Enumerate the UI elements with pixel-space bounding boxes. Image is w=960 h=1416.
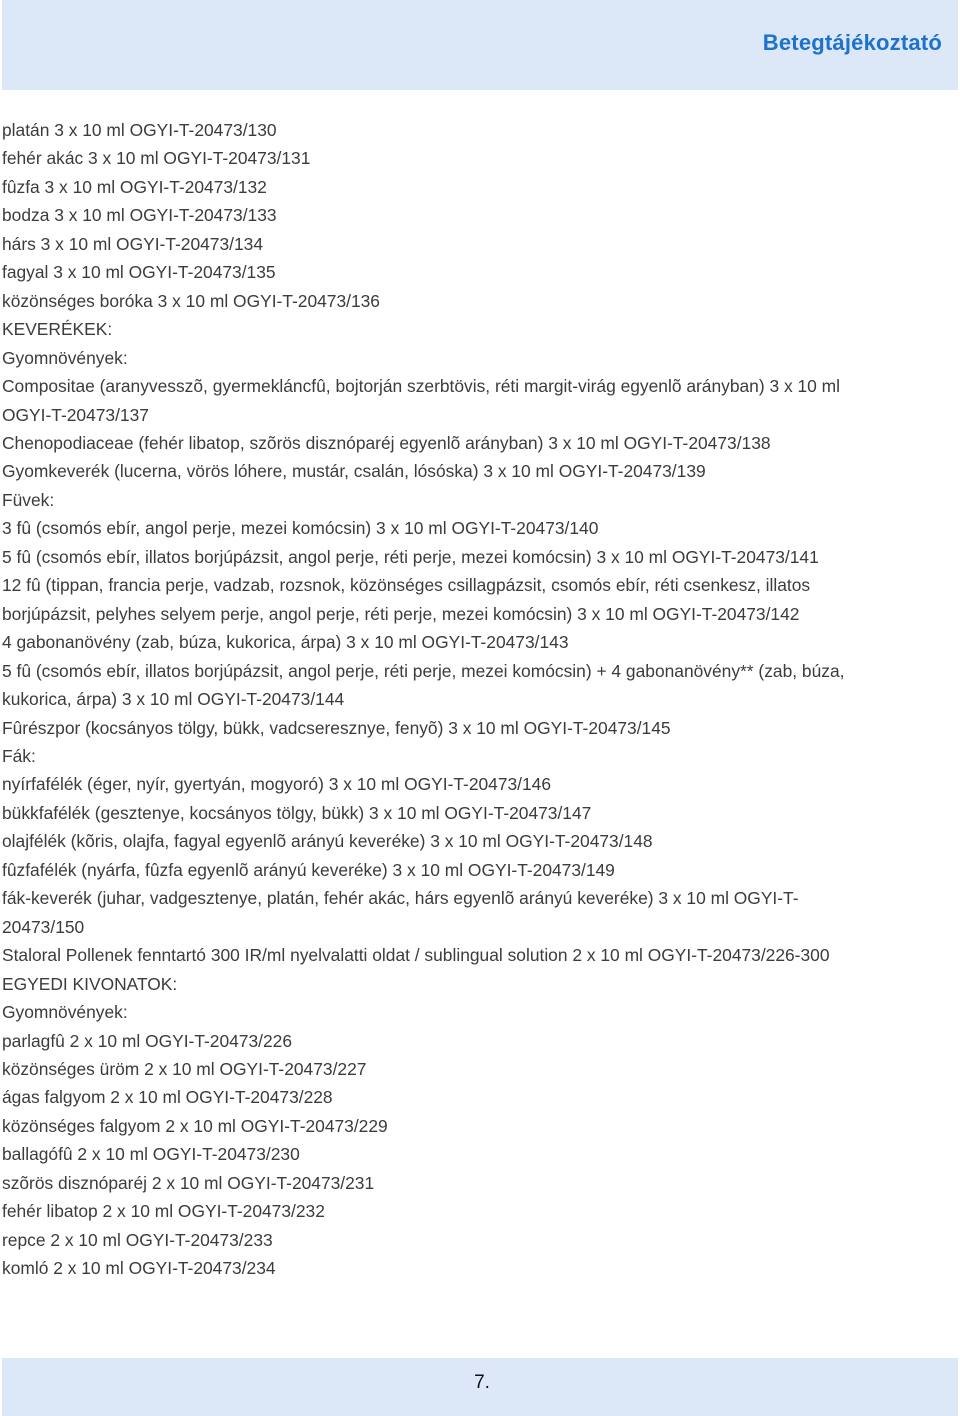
- text-line: Chenopodiaceae (fehér libatop, szõrös disznóparéj egyenlõ arányban) 3 x 10 ml OGYI-T-20473/138: [2, 432, 771, 453]
- text-line: Gyomkeverék (lucerna, vörös lóhere, mustár, csalán, lósóska) 3 x 10 ml OGYI-T-20473/139: [2, 461, 706, 482]
- text-line: hárs 3 x 10 ml OGYI-T-20473/134: [2, 233, 263, 254]
- text-line: komló 2 x 10 ml OGYI-T-20473/234: [2, 1258, 276, 1279]
- text-line: EGYEDI KIVONATOK:: [2, 973, 178, 994]
- text-line: közönséges boróka 3 x 10 ml OGYI-T-20473/136: [2, 290, 380, 311]
- text-line: Füvek:: [2, 489, 55, 510]
- text-line: ágas falgyom 2 x 10 ml OGYI-T-20473/228: [2, 1087, 333, 1108]
- text-line: 20473/150: [2, 916, 85, 937]
- page-header: [2, 0, 958, 90]
- text-line: 4 gabonanövény (zab, búza, kukorica, árpa) 3 x 10 ml OGYI-T-20473/143: [2, 632, 569, 653]
- text-line: Gyomnövények:: [2, 1002, 128, 1023]
- text-line: bodza 3 x 10 ml OGYI-T-20473/133: [2, 205, 277, 226]
- page-footer: [2, 1358, 958, 1416]
- text-line: közönséges falgyom 2 x 10 ml OGYI-T-20473/229: [2, 1115, 388, 1136]
- text-line: 5 fû (csomós ebír, illatos borjúpázsit, angol perje, réti perje, mezei komócsin) 3 x 10 ml OGYI-T-20473/141: [2, 546, 819, 567]
- text-line: Gyomnövények:: [2, 347, 128, 368]
- document-title: Betegtájékoztató: [762, 30, 942, 55]
- text-line: 3 fû (csomós ebír, angol perje, mezei komócsin) 3 x 10 ml OGYI-T-20473/140: [2, 518, 599, 539]
- text-line: közönséges üröm 2 x 10 ml OGYI-T-20473/227: [2, 1058, 367, 1079]
- text-line: platán 3 x 10 ml OGYI-T-20473/130: [2, 120, 277, 140]
- text-line: fehér akác 3 x 10 ml OGYI-T-20473/131: [2, 148, 311, 169]
- text-line: Fûrészpor (kocsányos tölgy, bükk, vadcseresznye, fenyõ) 3 x 10 ml OGYI-T-20473/145: [2, 717, 671, 738]
- page-number: 7.: [474, 1372, 490, 1393]
- text-line: OGYI-T-20473/137: [2, 404, 149, 425]
- text-line: fûzfa 3 x 10 ml OGYI-T-20473/132: [2, 176, 267, 197]
- text-line: szõrös disznóparéj 2 x 10 ml OGYI-T-20473/231: [2, 1172, 375, 1193]
- text-line: Staloral Pollenek fenntartó 300 IR/ml nyelvalatti oldat / sublingual solution 2 x 10 ml OGYI-T-20473/226-300: [2, 945, 830, 966]
- text-line: bükkfafélék (gesztenye, kocsányos tölgy, bükk) 3 x 10 ml OGYI-T-20473/147: [2, 802, 592, 823]
- text-line: ballagófû 2 x 10 ml OGYI-T-20473/230: [2, 1144, 300, 1165]
- text-line: Fák:: [2, 745, 36, 766]
- text-line: 5 fû (csomós ebír, illatos borjúpázsit, angol perje, réti perje, mezei komócsin) + 4 gabonanövény** (zab, búza,: [2, 660, 845, 681]
- text-line: parlagfû 2 x 10 ml OGYI-T-20473/226: [2, 1030, 293, 1051]
- text-line: 12 fû (tippan, francia perje, vadzab, rozsnok, közönséges csillagpázsit, csomós ebír, réti csenkesz, illatos: [2, 575, 811, 596]
- text-line: olajfélék (kõris, olajfa, fagyal egyenlõ arányú keveréke) 3 x 10 ml OGYI-T-20473/148: [2, 831, 653, 852]
- text-line: fehér libatop 2 x 10 ml OGYI-T-20473/232: [2, 1201, 325, 1222]
- text-line: kukorica, árpa) 3 x 10 ml OGYI-T-20473/144: [2, 689, 345, 710]
- text-line: Compositae (aranyvesszõ, gyermekláncfû, bojtorján szerbtövis, réti margit-virág egyenlõ arányban) 3 x 10 ml: [2, 376, 841, 397]
- text-line: repce 2 x 10 ml OGYI-T-20473/233: [2, 1229, 273, 1250]
- text-line: fûzfafélék (nyárfa, fûzfa egyenlõ arányú keveréke) 3 x 10 ml OGYI-T-20473/149: [2, 859, 615, 880]
- text-line: KEVERÉKEK:: [2, 319, 113, 340]
- text-line: fák-keverék (juhar, vadgesztenye, platán, fehér akác, hárs egyenlõ arányú keveréke) 3 x 10 ml OGYI-T-: [2, 888, 799, 909]
- text-line: nyírfafélék (éger, nyír, gyertyán, mogyoró) 3 x 10 ml OGYI-T-20473/146: [2, 774, 552, 795]
- text-line: fagyal 3 x 10 ml OGYI-T-20473/135: [2, 262, 276, 283]
- text-line: borjúpázsit, pelyhes selyem perje, angol perje, réti perje, mezei komócsin) 3 x 10 ml OGYI-T-20473/142: [2, 603, 800, 624]
- product-list: [2, 116, 942, 1283]
